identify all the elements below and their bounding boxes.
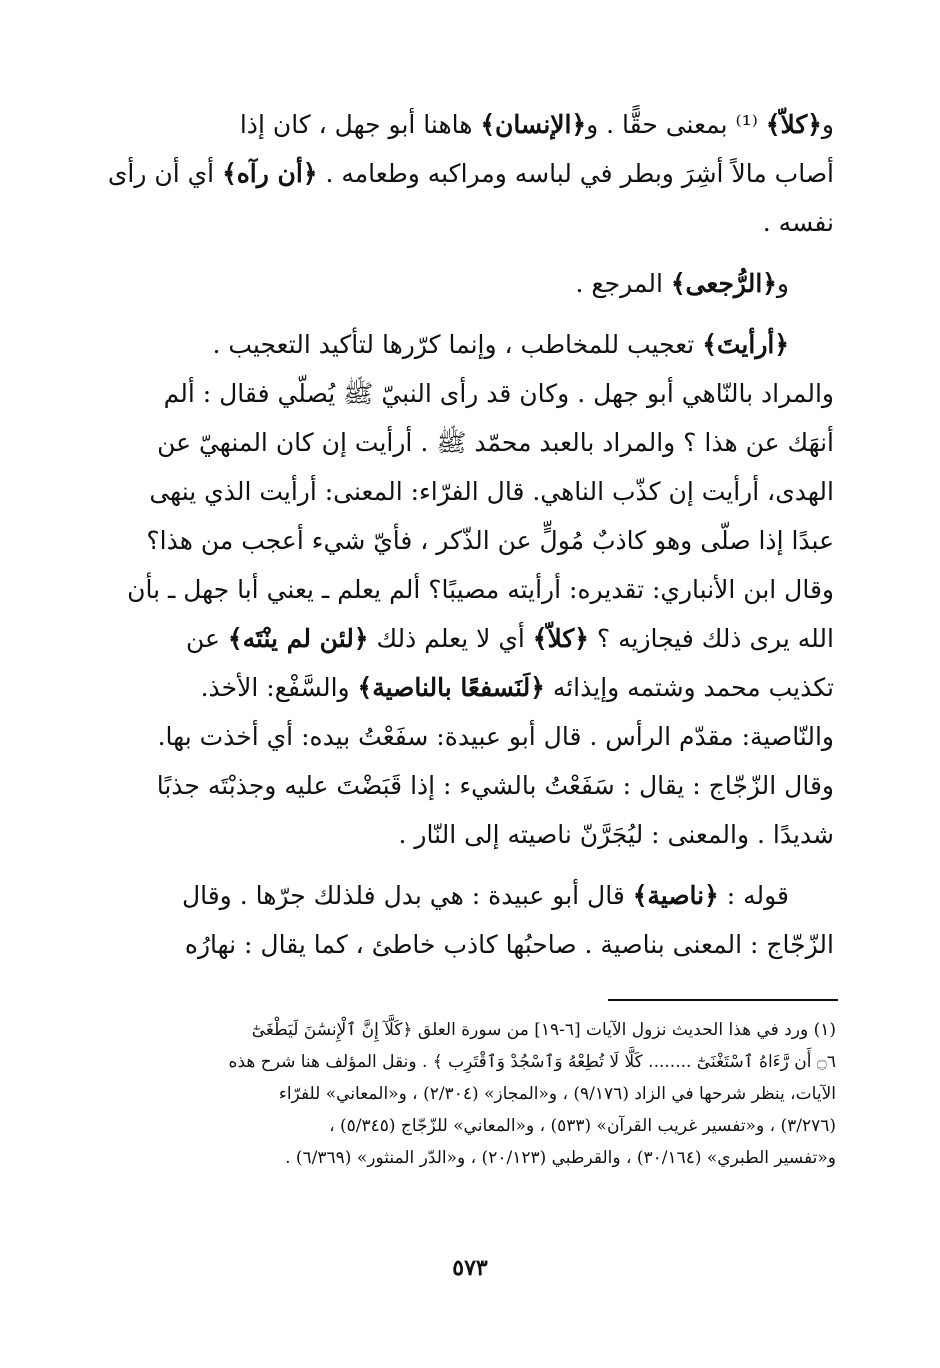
paragraph-1 [106,100,834,247]
text-line: أصاب مالاً أشِرَ وبطر في لباسه ومراكبه وطعامه . ﴿أن رآه﴾ أي أن رأى [107,159,834,188]
paragraph-3 [106,320,834,859]
page-number: ٥٧٣ [452,1255,488,1281]
footnote-separator [608,999,838,1001]
text-line: والنّاصية: مقدّم الرأس . قال أبو عبيدة: سفَعْتُ بيده: أي أخذت بها. [157,722,834,751]
quran-quote: ﴿لئن لم ينْتَه﴾ [227,624,369,653]
text-line: وقال ابن الأنباري: تقديره: أرأيته مصيبًا؟ ألم يعلم ـ يعني أبا جهل ـ بأن [127,575,834,604]
footnote-line: (١) ورد في هذا الحديث نزول الآيات [٦-١٩] من سورة العلق ﴿كَلَّآ إِنَّ ٱلْإِنسَٰنَ لَيَطْغَىٰٓ [251,1020,836,1040]
text-line: تكذيب محمد وشتمه وإيذائه ﴿لَنَسفعًا بالناصية﴾ والسَّفْع: الأخذ. [200,673,834,702]
quran-quote: ﴿أن رآه﴾ [222,159,318,188]
paragraph-spacer [106,859,834,871]
text-line: الهدى، أرأيت إن كذّب الناهي. قال الفرّاء: المعنى: أرأيت الذي ينهى [149,477,834,506]
footnote-line: (٣/٢٧٦) ، و«تفسير غريب القرآن» (٥٣٣) ، و«المعاني» للزّجّاج (٥/٣٤٥) ، [329,1116,836,1136]
text-line: عبدًا إذا صلّى وهو كاذبٌ مُولٍّ عن الذّكر ، فأيّ شيء أعجب من هذا؟ [146,526,834,555]
text-line: ﴿أرأيتَ﴾ تعجيب للمخاطب ، وإنما كرّرها لتأكيد التعجيب . [212,330,789,359]
text-line: والمراد بالنّاهي أبو جهل . وكان قد رأى النبيّ ﷺ يُصلّي فقال : ألم [163,379,834,408]
quran-quote: ﴿كلاّ﴾ [765,110,822,139]
quran-quote: ﴿أرأيتَ﴾ [702,330,789,359]
footnote-line: ۝٦ أَن رَّءَاهُ ٱسْتَغْنَىٰٓ ........ كَلَّا لَا تُطِعْهُ وَٱسْجُدْ وَٱقْتَرِب ﴾ . ونقل المؤلف هنا شرح هذه [228,1052,836,1072]
footnote-line: الآيات، ينظر شرحها في الزاد (٩/١٧٦) ، و«المجاز» (٢/٣٠٤) ، و«المعاني» للفرّاء [278,1084,836,1104]
text-line: و﴿الرُّجعى﴾ المرجع . [575,269,789,298]
quran-quote: ﴿الرُّجعى﴾ [670,269,777,298]
footnotes [118,1014,836,1174]
text-line: وقال الزّجّاج : يقال : سَفَعْتُ بالشيء : إذا قَبَضْتَ عليه وجذبْتَه جذبًا [156,771,834,800]
text-line: شديدًا . والمعنى : ليُجَرَّنّ ناصيته إلى النّار . [398,820,834,849]
quran-quote: ﴿كلاّ﴾ [532,624,589,653]
text-line: و﴿كلاّ﴾ ⁽¹⁾ بمعنى حقًّا . و﴿الإنسان﴾ هاهنا أبو جهل ، كان إذا [239,110,834,139]
text-line: قوله : ﴿ناصية﴾ قال أبو عبيدة : هي بدل فلذلك جرّها . وقال [181,881,789,910]
text-line: نفسه . [762,208,834,237]
paragraph-spacer [106,308,834,320]
paragraph-4 [106,871,834,969]
footnote-line: و«تفسير الطبري» (٣٠/١٦٤) ، والقرطبي (٢٠/١٢٣) ، و«الدّر المنثور» (٦/٣٦٩) . [285,1148,836,1168]
text-line: الزّجّاج : المعنى بناصية . صاحبُها كاذب خاطئ ، كما يقال : نهارُه [184,930,834,959]
quran-quote: ﴿لَنَسفعًا بالناصية﴾ [357,673,545,702]
quran-quote: ﴿ناصية﴾ [632,881,719,910]
paragraph-spacer [106,247,834,259]
text-line: الله يرى ذلك فيجازيه ؟ ﴿كلاّ﴾ أي لا يعلم ذلك ﴿لئن لم ينْتَه﴾ عن [186,624,834,653]
main-text [106,100,834,969]
paragraph-2 [106,259,834,308]
quran-quote: ﴿الإنسان﴾ [480,110,587,139]
text-line: أنهَك عن هذا ؟ والمراد بالعبد محمّد ﷺ . أرأيت إن كان المنهيّ عن [157,428,834,457]
